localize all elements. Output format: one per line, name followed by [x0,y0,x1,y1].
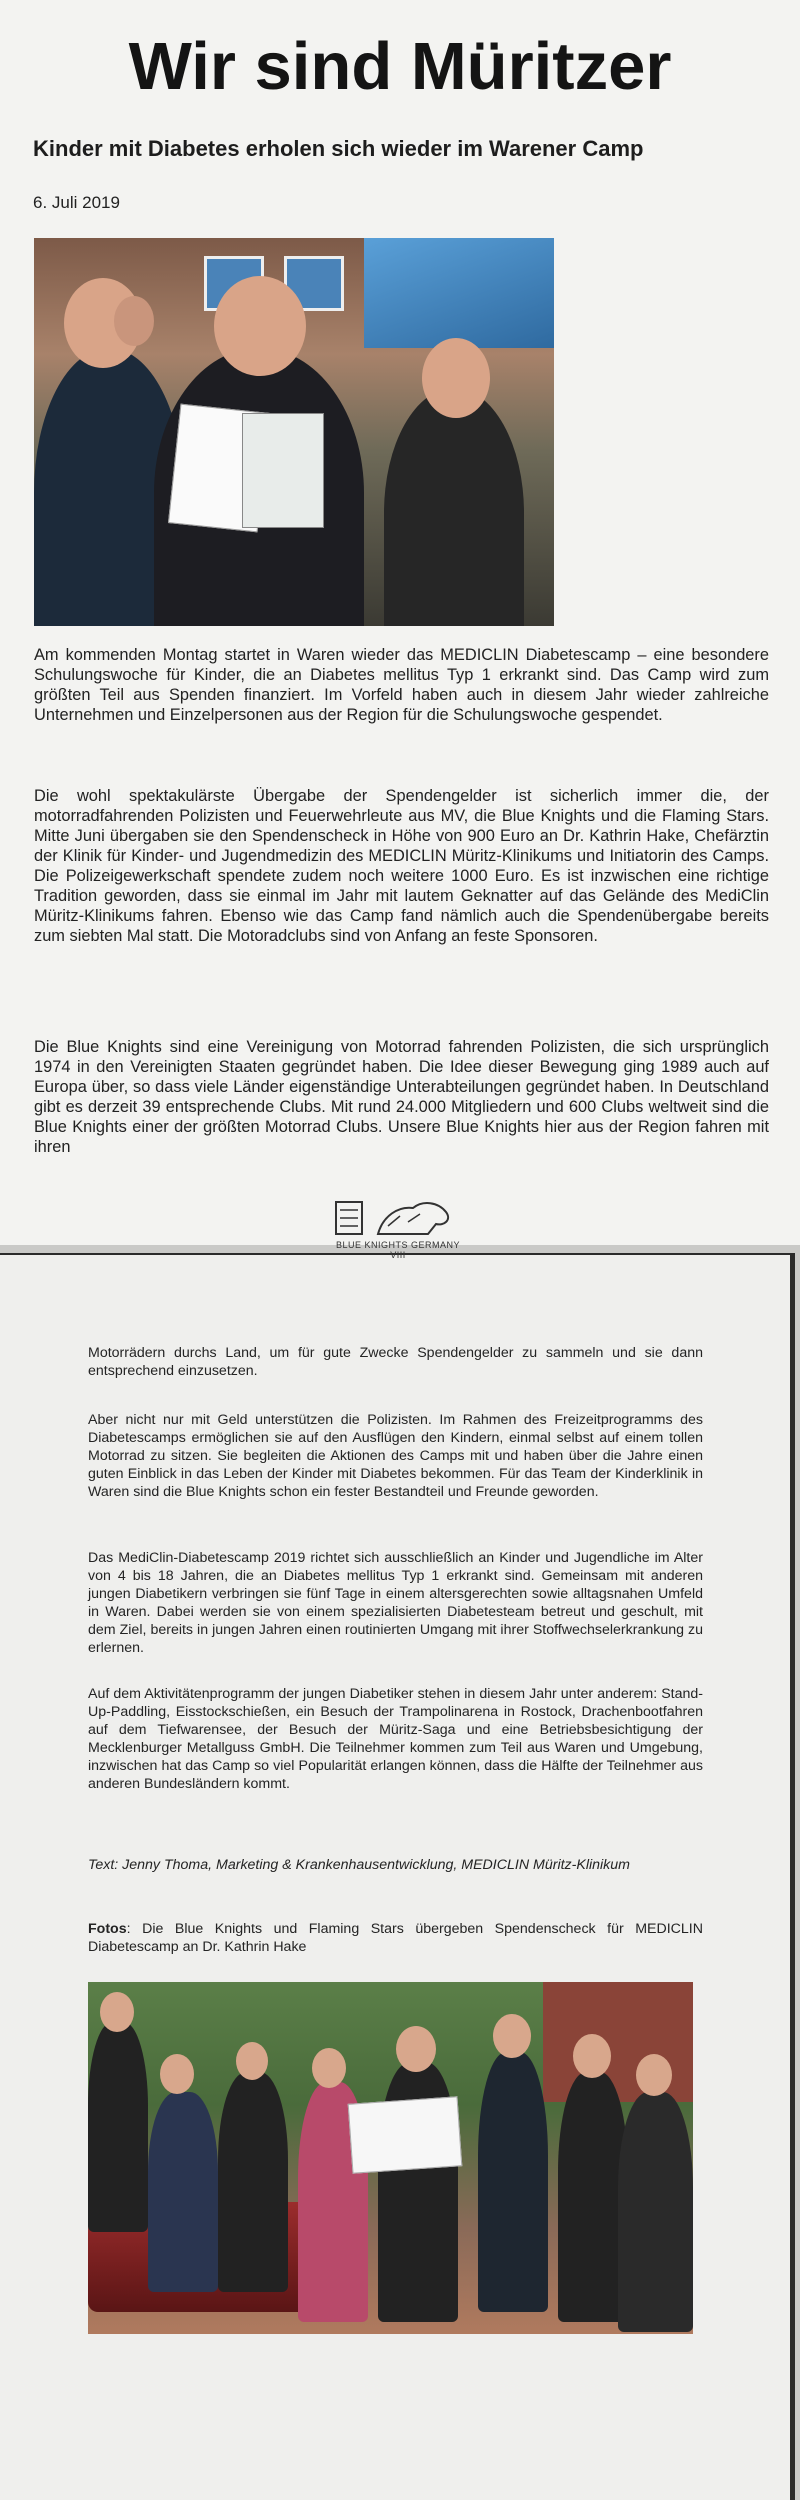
article-paragraph: Aber nicht nur mit Geld unterstützen die Polizisten. Im Rahmen des Freizeitprogramms des Diabetescamps ermöglichen sie auf den Ausflügen den Kindern, einmal selbst auf einem tollen Motorrad zu sitzen. Sie begleiten die Aktionen des Camps mit und haben über die Jahre einen guten Einblick in das Leben der Kinder mit Diabetes bekommen. Für das Team der Kinderklinik in Waren sind die Blue Knights schon ein fester Bestandteil und Freunde geworden. [88,1412,703,1500]
article-date: 6. Juli 2019 [33,193,120,212]
article-paragraph: Die Blue Knights sind eine Vereinigung von Motorrad fahrenden Polizisten, die sich ursprünglich 1974 in den Vereinigten Staaten gegründet haben. Die Idee dieser Bewegung ging 1989 auch auf Europa über, so dass viele Länder eigenständige Unterabteilungen gegründet haben. In Deutschland gibt es derzeit 39 entsprechende Clubs. Mit rund 24.000 Mitgliedern und 600 Clubs weltweit sind die Blue Knights einer der größten Motorrad Clubs. Unsere Blue Knights hier aus der Region fahren mit ihren [34,1038,769,1156]
article-photo-top [34,238,554,626]
photo-caption-label: Fotos [88,1921,127,1937]
article-headline: Wir sind Müritzer [128,29,672,104]
club-stamp-logo [328,1196,468,1260]
article-photo-bottom [88,1982,693,2334]
knight-horse-icon [328,1196,468,1240]
photo-caption [88,1920,703,1956]
article-paragraph: Auf dem Aktivitätenprogramm der jungen Diabetiker stehen in diesem Jahr unter anderem: Stand-Up-Paddling, Eisstockschießen, ein Besuch der Trampolinarena in Rostock, Drachenbootfahren auf dem Tiefwarensee, der Besuch der Müritz-Saga und eine Betriebsbesichtigung der Mecklenburger Metallguss GmbH. Die Teilnehmer kommen zum Teil aus Waren und Umgebung, inzwischen hat das Camp so viel Popularität erlangen können, dass die Hälfte der Teilnehmer aus anderen Bundesländern kommt. [88,1686,703,1792]
article-subheadline: Kinder mit Diabetes erholen sich wieder im Warener Camp [33,136,644,161]
article-paragraph: Am kommenden Montag startet in Waren wieder das MEDICLIN Diabetescamp – eine besondere Schulungswoche für Kinder, die an Diabetes mellitus Typ 1 erkrankt sind. Das Camp wird zum größten Teil aus Spenden finanziert. Im Vorfeld haben auch in diesem Jahr wieder zahlreiche Unternehmen und Einzelpersonen aus der Region für die Schulungswoche gespendet. [34,646,769,724]
article-credit: Text: Jenny Thoma, Marketing & Krankenhausentwicklung, MEDICLIN Müritz-Klinikum [88,1857,630,1873]
article-paragraph: Motorrädern durchs Land, um für gute Zwecke Spendengelder zu sammeln und sie dann entsprechend einzusetzen. [88,1345,703,1379]
photo-caption-text: : Die Blue Knights und Flaming Stars übergeben Spendenscheck für MEDICLIN Diabetescamp an Dr. Kathrin Hake [88,1921,703,1955]
stamp-text: BLUE KNIGHTS GERMANY VIII [335,1240,461,1260]
article-paragraph: Die wohl spektakulärste Übergabe der Spendengelder ist sicherlich immer die, der motorradfahrenden Polizisten und Feuerwehrleute aus MV, die Blue Knights und die Flaming Stars. Mitte Juni übergaben sie den Spendenscheck in Höhe von 900 Euro an Dr. Kathrin Hake, Chefärztin der Klinik für Kinder- und Jugendmedizin des MEDICLIN Müritz-Klinikums und Initiatorin des Camps. Die Polizeigewerkschaft spendete zudem noch weitere 1000 Euro. Es ist inzwischen eine richtige Tradition geworden, dass sie einmal im Jahr mit lautem Geknatter auf das Gelände des MediClin Müritz-Klinikums fahren. Ebenso wie das Camp fand nämlich auch die Spendenübergabe bereits zum siebten Mal statt. Die Motoradclubs sind von Anfang an feste Sponsoren. [34,787,769,945]
article-paragraph: Das MediClin-Diabetescamp 2019 richtet sich ausschließlich an Kinder und Jugendliche im Alter von 4 bis 18 Jahren, die an Diabetes mellitus Typ 1 erkrankt sind. Gemeinsam mit anderen jungen Diabetikern verbringen sie fünf Tage in einem altersgerechten sowie alltagsnahen Umfeld in Waren. Dabei werden sie von einem spezialisierten Diabetesteam betreut und geschult, mit dem Ziel, bereits in jungen Jahren einen routinierten Umgang mit ihrer Stoffwechselerkrankung zu erlernen. [88,1550,703,1656]
